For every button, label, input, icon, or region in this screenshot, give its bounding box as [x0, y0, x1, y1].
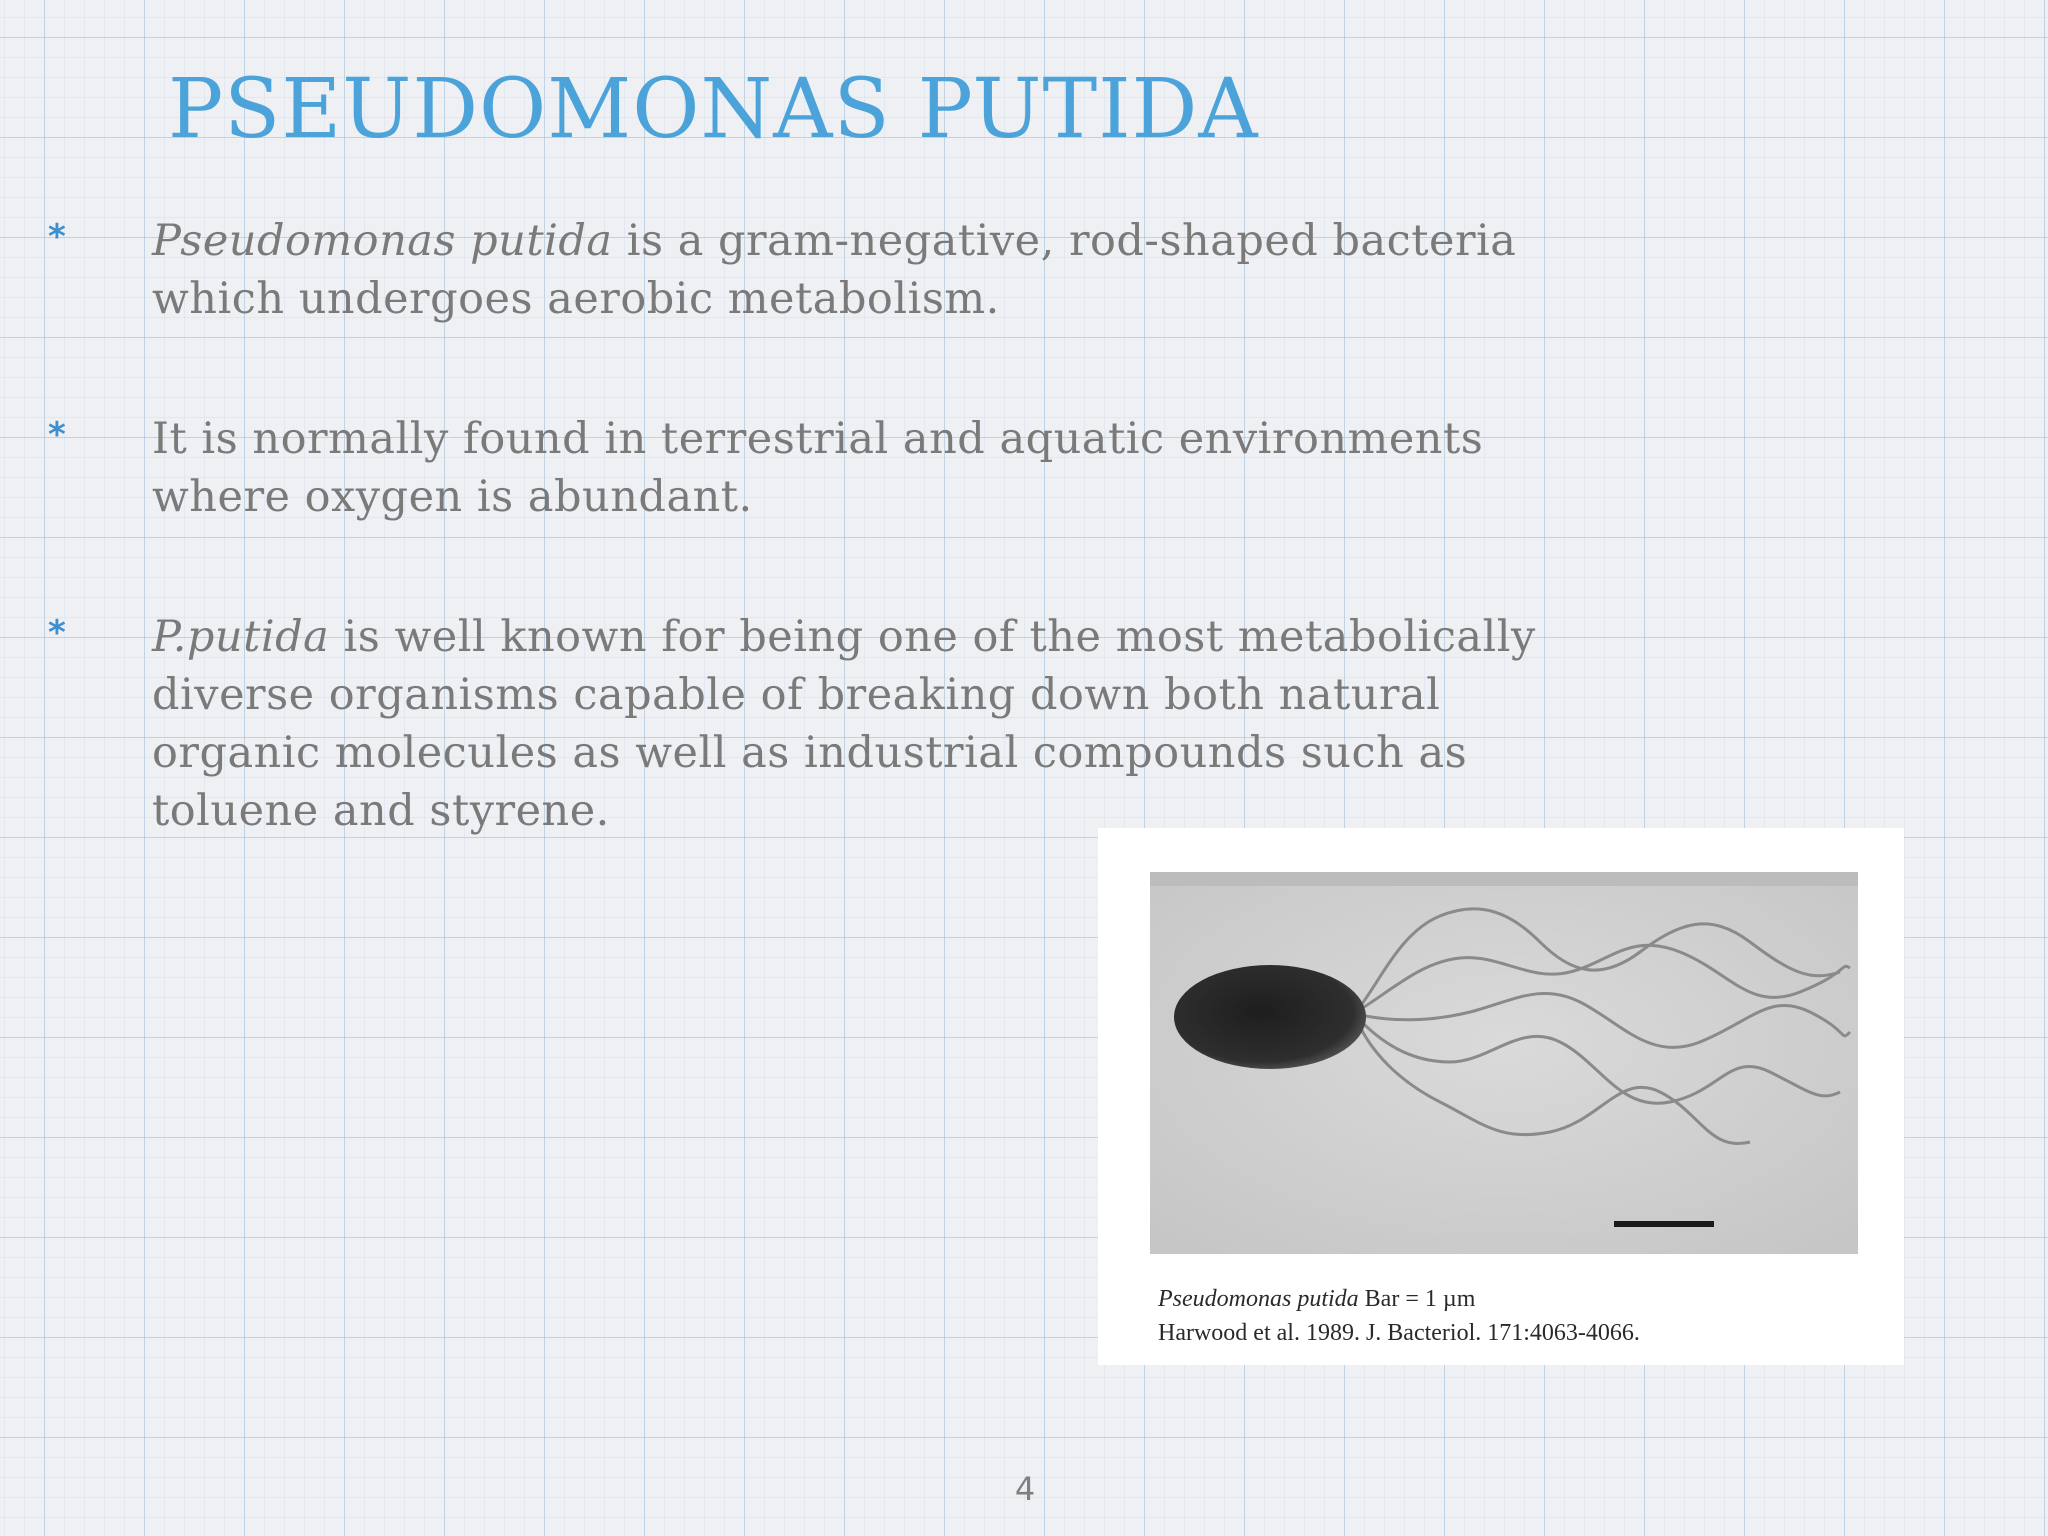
bullet-body: It is normally found in terrestrial and aquatic environments where oxygen is abundant. — [152, 414, 1484, 522]
page-number: 4 — [1014, 1470, 1036, 1508]
figure-reference: Harwood et al. 1989. J. Bacteriol. 171:4063-4066. — [1158, 1320, 1640, 1346]
bullet-text — [152, 212, 1612, 328]
caption-scale: Bar = 1 µm — [1358, 1286, 1476, 1312]
bullet-body: is well known for being one of the most metabolically diverse organisms capable of breaking down both natural organic molecules as well as industrial compounds such as toluene and styrene. — [152, 612, 1536, 836]
figure-caption — [1158, 1286, 1475, 1313]
bullet-text — [152, 410, 1612, 526]
bullet-body: is a gram-negative, rod-shaped bacteria which undergoes aerobic metabolism. — [152, 216, 1517, 324]
bullet-lead: P.putida — [152, 612, 330, 662]
micrograph-figure — [1098, 828, 1904, 1365]
bullet-lead: Pseudomonas putida — [152, 216, 613, 266]
asterisk-icon: * — [48, 415, 66, 455]
bacterium-cell — [1174, 965, 1366, 1069]
asterisk-icon: * — [48, 613, 66, 653]
bullet-text — [152, 608, 1612, 840]
caption-species: Pseudomonas putida — [1158, 1286, 1359, 1312]
asterisk-icon: * — [48, 217, 66, 257]
bacterium-micrograph — [1150, 872, 1858, 1254]
slide-title: PSEUDOMONAS PUTIDA — [168, 62, 1259, 157]
